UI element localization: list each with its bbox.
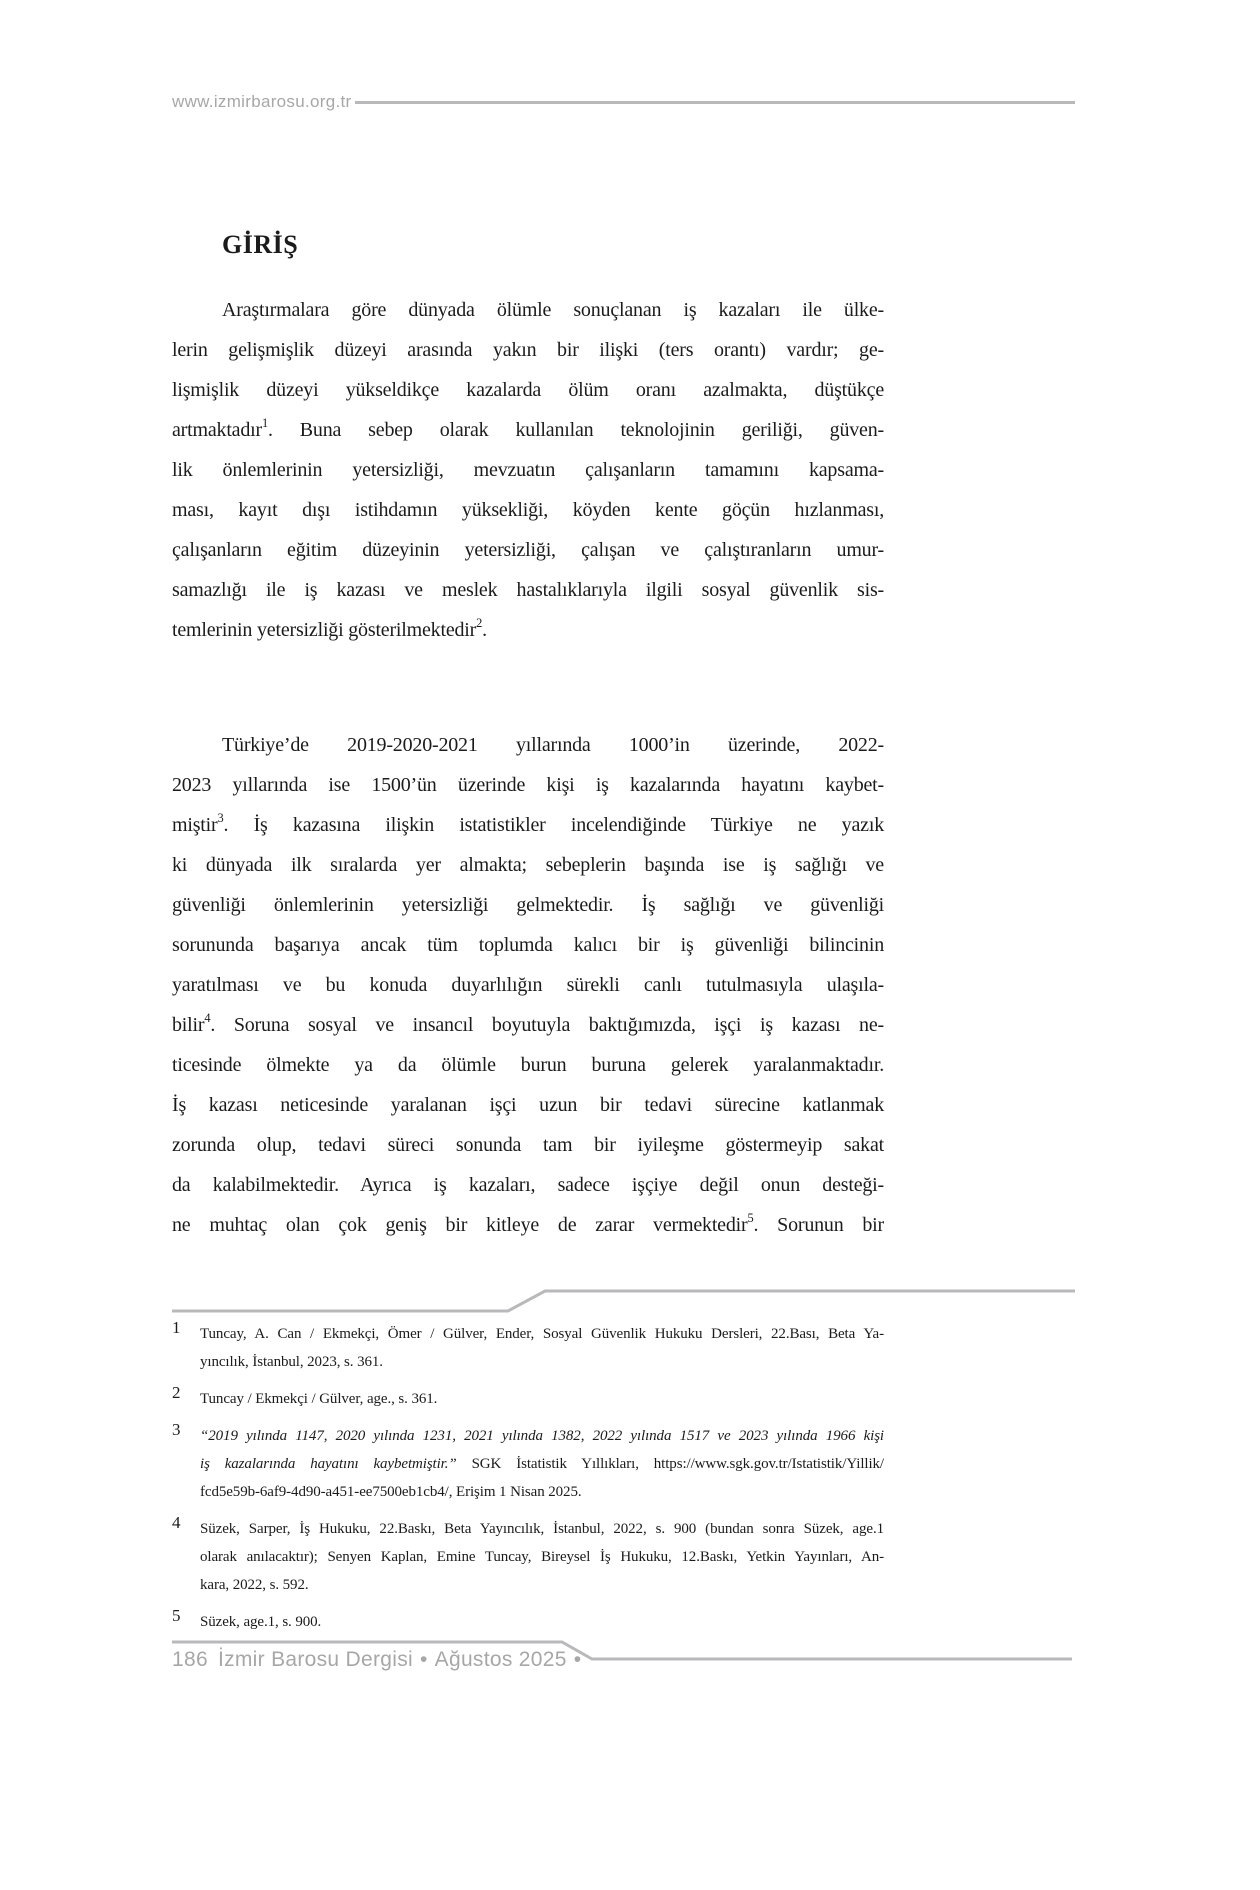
- footnote-quote-italic: iş kazalarında hayatını kaybetmiştir.”: [200, 1456, 457, 1472]
- footnote-line: [200, 1320, 884, 1348]
- footnote-segment: Süzek, Sarper, İş Hukuku, 22.Baskı, Beta Yayıncılık, İstanbul, 2022, s. 900 (bundan sonra Süzek, age.1: [200, 1521, 884, 1537]
- footnote-number: 5: [172, 1606, 181, 1625]
- footnote-ref: 4: [204, 1011, 211, 1026]
- body-line: yaratılması ve bu konuda duyarlılığın sürekli canlı tutulmasıyla ulaşıla-: [172, 974, 884, 996]
- body-line: artmaktadır$^1$. Buna sebep olarak kullanılan teknolojinin geriliği, güven-: [172, 416, 884, 441]
- bullet-separator: •: [420, 1648, 428, 1671]
- page-footer: [172, 1638, 1075, 1678]
- body-line: bilir$^4$. Soruna sosyal ve insancıl boyutuyla baktığımızda, işçi iş kazası ne-: [172, 1011, 884, 1036]
- footnote-line: [200, 1515, 884, 1543]
- footnote: [172, 1385, 884, 1413]
- journal-title: İzmir Barosu Dergisi: [217, 1648, 413, 1671]
- section-heading: GİRİŞ: [222, 230, 299, 259]
- body-line: lişmişlik düzeyi yükseldikçe kazalarda ölüm oranı azalmakta, düştükçe: [172, 379, 884, 401]
- footnote-number: 1: [172, 1318, 181, 1337]
- body-line: İş kazası neticesinde yaralanan işçi uzun bir tedavi sürecine katlanmak: [172, 1094, 884, 1116]
- body-line: zorunda olup, tedavi süreci sonunda tam bir iyileşme göstermeyip sakat: [172, 1134, 884, 1156]
- footnote-line: [200, 1608, 884, 1636]
- page-header: [172, 92, 1075, 112]
- footnote: [172, 1515, 884, 1599]
- body-line: da kalabilmektedir. Ayrıca iş kazaları, sadece işçiye değil onun desteği-: [172, 1174, 884, 1196]
- footnote-segment: kara, 2022, s. 592.: [200, 1577, 309, 1593]
- issue-date: Ağustos 2025: [434, 1648, 567, 1671]
- footnote-segment: SGK İstatistik Yıllıkları, https://www.sgk.gov.tr/Istatistik/Yillik/: [456, 1456, 884, 1472]
- footnote-segment: yıncılık, İstanbul, 2023, s. 361.: [200, 1354, 383, 1370]
- body-line: çalışanların eğitim düzeyinin yetersizliği, çalışan ve çalıştıranların umur-: [172, 539, 884, 561]
- footnote-ref: 1: [261, 416, 268, 431]
- article-body: [172, 290, 884, 1245]
- body-line: miştir$^3$. İş kazasına ilişkin istatistikler incelendiğinde Türkiye ne yazık: [172, 811, 884, 836]
- footnote-text: [200, 1608, 884, 1636]
- footnotes-section: [172, 1320, 884, 1636]
- footnote: [172, 1320, 884, 1376]
- footnote-number: 2: [172, 1383, 181, 1402]
- body-line: 2023 yıllarında ise 1500’ün üzerinde kişi iş kazalarında hayatını kaybet-: [172, 774, 884, 796]
- footnote-quote-italic: “2019 yılında 1147, 2020 yılında 1231, 2021 yılında 1382, 2022 yılında 1517 ve 2023 yılında 1966 kişi: [200, 1428, 884, 1444]
- footnote: [172, 1608, 884, 1636]
- footnote-ref: 2: [476, 616, 483, 631]
- body-line: güvenliği önlemlerinin yetersizliği gelmektedir. İş sağlığı ve güvenliği: [172, 894, 884, 916]
- paragraph: [172, 290, 884, 650]
- header-rule: [355, 101, 1075, 104]
- footnote-line: [200, 1571, 884, 1599]
- footnote-text: [200, 1320, 884, 1376]
- footnote-separator: [172, 1283, 1075, 1317]
- footnote-number: 3: [172, 1420, 181, 1439]
- footnote-line: [200, 1543, 884, 1571]
- footnote-line: [200, 1348, 884, 1376]
- footnote-line: [200, 1450, 884, 1478]
- body-line: ki dünyada ilk sıralarda yer almakta; sebeplerin başında ise iş sağlığı ve: [172, 854, 884, 876]
- footnote-text: [200, 1515, 884, 1599]
- footnote-line: [200, 1478, 884, 1506]
- footnote-segment: Tuncay, A. Can / Ekmekçi, Ömer / Gülver, Ender, Sosyal Güvenlik Hukuku Dersleri, 22.Bası, Beta Ya-: [200, 1326, 884, 1342]
- body-line: sorununda başarıya ancak tüm toplumda kalıcı bir iş güvenliği bilincinin: [172, 934, 884, 956]
- footnote-ref: 3: [217, 811, 224, 826]
- page-number: 186: [172, 1648, 208, 1671]
- header-website-url: www.izmirbarosu.org.tr: [172, 92, 352, 111]
- body-line: Araştırmalara göre dünyada ölümle sonuçlanan iş kazaları ile ülke-: [222, 299, 884, 321]
- body-line: lik önlemlerinin yetersizliği, mevzuatın çalışanların tamamını kapsama-: [172, 459, 884, 481]
- body-line: lerin gelişmişlik düzeyi arasında yakın bir ilişki (ters orantı) vardır; ge-: [172, 339, 884, 361]
- footnote-text: [200, 1422, 884, 1506]
- body-line: ne muhtaç olan çok geniş bir kitleye de zarar vermektedir$^5$. Sorunun bir: [172, 1211, 884, 1236]
- body-line: ması, kayıt dışı istihdamın yüksekliği, köyden kente göçün hızlanması,: [172, 499, 884, 521]
- trailing-bullet: •: [573, 1648, 582, 1671]
- footnote-line: [200, 1422, 884, 1450]
- footnote-number: 4: [172, 1513, 181, 1532]
- footnote-segment: fcd5e59b-6af9-4d90-a451-ee7500eb1cb4/, Erişim 1 Nisan 2025.: [200, 1484, 582, 1500]
- body-line: temlerinin yetersizliği gösterilmektedir$^2$.: [172, 616, 487, 641]
- footnote-text: [200, 1385, 884, 1413]
- footnote-ref: 5: [747, 1211, 754, 1226]
- footnote-segment: Süzek, age.1, s. 900.: [200, 1614, 322, 1630]
- footer-text: [172, 1648, 588, 1672]
- footnote-segment: Tuncay / Ekmekçi / Gülver, age., s. 361.: [200, 1391, 438, 1407]
- body-line: Türkiye’de 2019-2020-2021 yıllarında 1000’in üzerinde, 2022-: [222, 734, 884, 756]
- footnote-segment: olarak anılacaktır); Senyen Kaplan, Emine Tuncay, Bireysel İş Hukuku, 12.Baskı, Yetkin Yayınları, An-: [200, 1549, 884, 1565]
- body-line: ticesinde ölmekte ya da ölümle burun buruna gelerek yaralanmaktadır.: [172, 1054, 884, 1076]
- paragraph: [172, 725, 884, 1245]
- footnote: [172, 1422, 884, 1506]
- body-line: samazlığı ile iş kazası ve meslek hastalıklarıyla ilgili sosyal güvenlik sis-: [172, 579, 884, 601]
- footnote-line: [200, 1385, 884, 1413]
